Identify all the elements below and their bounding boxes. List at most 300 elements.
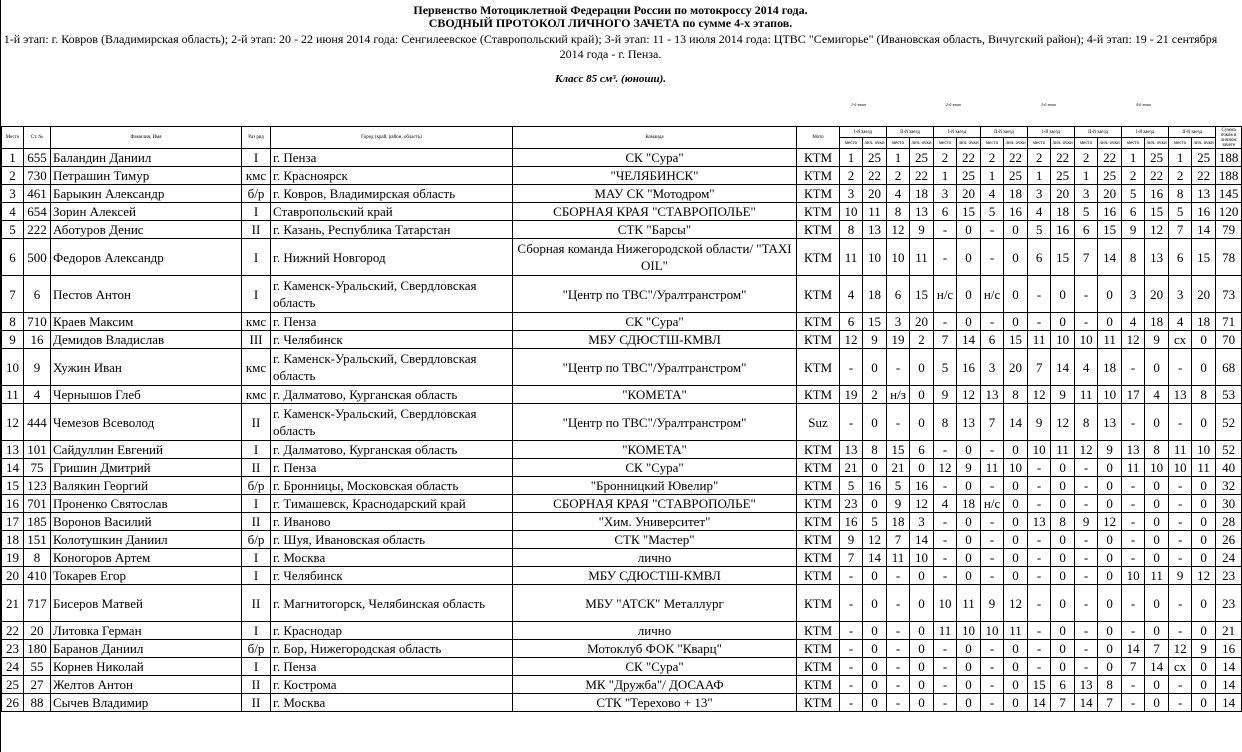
team-cell: "КОМЕТА"	[513, 386, 797, 404]
race-points-cell: 6	[910, 441, 934, 459]
stage-label-2: 2-й этап	[946, 102, 961, 107]
race-points-cell: 0	[957, 676, 981, 694]
number-cell: 730	[24, 167, 51, 185]
table-row	[2, 167, 1242, 185]
race-position-cell: 7	[981, 404, 1004, 441]
race-points-cell: 7	[1098, 694, 1122, 712]
col-stage3-race2-pos: место	[1075, 138, 1098, 149]
name-cell: Федоров Александр	[51, 239, 242, 276]
name-cell: Валякин Георгий	[51, 477, 242, 495]
col-stage1-race1: I-й заезд	[840, 127, 887, 138]
moto-cell: КТМ	[797, 459, 840, 477]
race-position-cell: -	[934, 676, 957, 694]
table-row	[2, 221, 1242, 239]
city-cell: г. Москва	[271, 549, 513, 567]
city-cell: г. Кострома	[271, 676, 513, 694]
place-cell: 7	[2, 276, 24, 313]
race-points-cell: 8	[1004, 386, 1028, 404]
col-stage1-race1-pts: лич. очки	[863, 138, 887, 149]
race-position-cell: 12	[1028, 386, 1051, 404]
race-points-cell: 0	[1098, 459, 1122, 477]
place-cell: 24	[2, 658, 24, 676]
table-row	[2, 694, 1242, 712]
race-points-cell: 9	[863, 331, 887, 349]
name-cell: Чернышов Глеб	[51, 386, 242, 404]
race-points-cell: 0	[1051, 585, 1075, 622]
col-stage4-race1-pts: лич. очки	[1145, 138, 1169, 149]
place-cell: 22	[2, 622, 24, 640]
race-position-cell: -	[887, 585, 910, 622]
race-position-cell: 19	[840, 386, 863, 404]
race-position-cell: 14	[1028, 694, 1051, 712]
race-points-cell: 18	[910, 185, 934, 203]
race-points-cell: 0	[957, 276, 981, 313]
table-row	[2, 531, 1242, 549]
name-cell: Токарев Егор	[51, 567, 242, 585]
team-cell: СБОРНАЯ КРАЯ "СТАВРОПОЛЬЕ"	[513, 203, 797, 221]
race-position-cell: сх	[1169, 331, 1192, 349]
race-position-cell: 1	[1122, 149, 1145, 167]
race-position-cell: 15	[1028, 676, 1051, 694]
race-points-cell: 0	[1098, 658, 1122, 676]
table-row	[2, 676, 1242, 694]
race-position-cell: сх	[1169, 658, 1192, 676]
race-position-cell: 6	[840, 313, 863, 331]
race-points-cell: 10	[1004, 459, 1028, 477]
col-stage4-race2-pos: место	[1169, 138, 1192, 149]
team-cell: СК "Сура"	[513, 459, 797, 477]
race-position-cell: н/с	[981, 495, 1004, 513]
race-points-cell: 2	[863, 386, 887, 404]
race-position-cell: -	[1028, 567, 1051, 585]
race-points-cell: 16	[1051, 221, 1075, 239]
race-points-cell: 0	[863, 658, 887, 676]
race-position-cell: 3	[1169, 276, 1192, 313]
race-points-cell: 11	[957, 585, 981, 622]
rank-cell: I	[242, 203, 271, 221]
race-points-cell: 0	[1004, 658, 1028, 676]
name-cell: Барыкин Александр	[51, 185, 242, 203]
team-cell: МБУ СДЮСТШ-КМВЛ	[513, 331, 797, 349]
race-points-cell: 20	[910, 313, 934, 331]
race-position-cell: -	[1122, 531, 1145, 549]
race-points-cell: 0	[957, 567, 981, 585]
number-cell: 6	[24, 276, 51, 313]
race-position-cell: 1	[934, 167, 957, 185]
race-position-cell: -	[840, 585, 863, 622]
race-points-cell: 11	[1098, 331, 1122, 349]
sum-cell: 14	[1216, 694, 1242, 712]
table-row	[2, 349, 1242, 386]
city-cell: г. Красноярск	[271, 167, 513, 185]
race-position-cell: -	[1075, 567, 1098, 585]
number-cell: 123	[24, 477, 51, 495]
city-cell: г. Бор, Нижегородская область	[271, 640, 513, 658]
race-position-cell: -	[1028, 531, 1051, 549]
city-cell: г. Тимашевск, Краснодарский край	[271, 495, 513, 513]
race-position-cell: 6	[934, 203, 957, 221]
rank-cell: II	[242, 513, 271, 531]
race-position-cell: -	[1169, 549, 1192, 567]
sum-cell: 70	[1216, 331, 1242, 349]
city-cell: г. Пенза	[271, 313, 513, 331]
name-cell: Аботуров Денис	[51, 221, 242, 239]
race-points-cell: 0	[1145, 549, 1169, 567]
race-position-cell: 10	[1169, 459, 1192, 477]
race-position-cell: 7	[1122, 658, 1145, 676]
race-position-cell: 17	[1122, 386, 1145, 404]
number-cell: 185	[24, 513, 51, 531]
race-points-cell: 15	[1145, 203, 1169, 221]
race-position-cell: 7	[1169, 221, 1192, 239]
team-cell: МБУ СДЮСТШ-КМВЛ	[513, 567, 797, 585]
race-position-cell: 3	[934, 185, 957, 203]
city-cell: г. Иваново	[271, 513, 513, 531]
race-position-cell: 2	[840, 167, 863, 185]
race-position-cell: -	[981, 477, 1004, 495]
race-position-cell: -	[840, 658, 863, 676]
place-cell: 20	[2, 567, 24, 585]
race-points-cell: 0	[1192, 694, 1216, 712]
rank-cell: кмс	[242, 349, 271, 386]
race-position-cell: -	[934, 531, 957, 549]
race-points-cell: 0	[1004, 676, 1028, 694]
race-position-cell: 6	[1075, 221, 1098, 239]
moto-cell: КТМ	[797, 441, 840, 459]
race-position-cell: -	[887, 694, 910, 712]
place-cell: 12	[2, 404, 24, 441]
race-position-cell: -	[981, 567, 1004, 585]
race-points-cell: 4	[1145, 386, 1169, 404]
place-cell: 9	[2, 331, 24, 349]
race-position-cell: -	[1028, 640, 1051, 658]
race-position-cell: 2	[887, 167, 910, 185]
race-position-cell: 11	[887, 549, 910, 567]
race-points-cell: 0	[1004, 513, 1028, 531]
race-points-cell: 0	[863, 622, 887, 640]
place-cell: 18	[2, 531, 24, 549]
race-points-cell: 9	[957, 459, 981, 477]
race-position-cell: 8	[1169, 185, 1192, 203]
team-cell: СК "Сура"	[513, 658, 797, 676]
race-position-cell: 10	[1028, 441, 1051, 459]
race-position-cell: 8	[1122, 239, 1145, 276]
race-points-cell: 0	[910, 585, 934, 622]
team-cell: лично	[513, 549, 797, 567]
race-points-cell: 13	[957, 404, 981, 441]
race-points-cell: 0	[1192, 549, 1216, 567]
race-points-cell: 0	[1004, 567, 1028, 585]
moto-cell: КТМ	[797, 694, 840, 712]
race-points-cell: 11	[863, 203, 887, 221]
race-points-cell: 0	[1098, 585, 1122, 622]
place-cell: 23	[2, 640, 24, 658]
race-position-cell: 8	[934, 404, 957, 441]
col-stage3-race1-pts: лич. очки	[1051, 138, 1075, 149]
race-points-cell: 11	[1145, 567, 1169, 585]
protocol-title: СВОДНЫЙ ПРОТОКОЛ ЛИЧНОГО ЗАЧЕТА по сумме 4-х этапов.	[428, 16, 793, 30]
race-position-cell: -	[1122, 694, 1145, 712]
race-points-cell: 0	[1145, 513, 1169, 531]
race-position-cell: -	[934, 549, 957, 567]
race-points-cell: 12	[863, 531, 887, 549]
race-points-cell: 22	[1051, 149, 1075, 167]
race-position-cell: 5	[934, 349, 957, 386]
race-points-cell: 14	[1145, 658, 1169, 676]
race-position-cell: 1	[1075, 167, 1098, 185]
race-points-cell: 12	[1145, 221, 1169, 239]
race-points-cell: 25	[1192, 149, 1216, 167]
race-points-cell: 16	[1192, 203, 1216, 221]
race-position-cell: 9	[1169, 567, 1192, 585]
race-position-cell: 4	[1028, 203, 1051, 221]
place-cell: 8	[2, 313, 24, 331]
rank-cell: II	[242, 694, 271, 712]
race-position-cell: 14	[1075, 694, 1098, 712]
city-cell: г. Казань, Республика Татарстан	[271, 221, 513, 239]
name-cell: Хужин Иван	[51, 349, 242, 386]
race-position-cell: -	[1122, 585, 1145, 622]
race-points-cell: 0	[1004, 531, 1028, 549]
race-position-cell: -	[887, 622, 910, 640]
race-position-cell: -	[887, 567, 910, 585]
race-position-cell: -	[1169, 622, 1192, 640]
race-points-cell: 20	[1051, 185, 1075, 203]
race-position-cell: -	[840, 567, 863, 585]
race-position-cell: -	[1075, 658, 1098, 676]
moto-cell: КТМ	[797, 531, 840, 549]
race-points-cell: 14	[1004, 404, 1028, 441]
sum-cell: 145	[1216, 185, 1242, 203]
race-position-cell: 5	[1122, 185, 1145, 203]
race-points-cell: 25	[863, 149, 887, 167]
col-stage2-race1-pts: лич. очки	[957, 138, 981, 149]
race-position-cell: 6	[981, 331, 1004, 349]
race-position-cell: -	[1169, 694, 1192, 712]
race-position-cell: 2	[981, 149, 1004, 167]
number-cell: 701	[24, 495, 51, 513]
moto-cell: КТМ	[797, 549, 840, 567]
race-points-cell: 0	[1145, 676, 1169, 694]
race-points-cell: 22	[863, 167, 887, 185]
race-points-cell: 20	[863, 185, 887, 203]
race-position-cell: -	[1122, 549, 1145, 567]
race-points-cell: 15	[1004, 331, 1028, 349]
city-cell: г. Далматово, Курганская область	[271, 441, 513, 459]
sum-cell: 52	[1216, 404, 1242, 441]
race-position-cell: -	[981, 441, 1004, 459]
sum-cell: 14	[1216, 676, 1242, 694]
team-cell: СТК "Терехово + 13"	[513, 694, 797, 712]
table-row	[2, 549, 1242, 567]
sum-cell: 71	[1216, 313, 1242, 331]
city-cell: г. Магнитогорск, Челябинская область	[271, 585, 513, 622]
race-points-cell: 15	[1051, 239, 1075, 276]
race-position-cell: -	[1028, 585, 1051, 622]
race-points-cell: 9	[1145, 331, 1169, 349]
race-position-cell: 21	[887, 459, 910, 477]
moto-cell: КТМ	[797, 167, 840, 185]
race-points-cell: 15	[1098, 221, 1122, 239]
race-position-cell: 19	[887, 331, 910, 349]
rank-cell: I	[242, 441, 271, 459]
race-points-cell: 18	[1004, 185, 1028, 203]
sum-cell: 21	[1216, 622, 1242, 640]
race-points-cell: 0	[1098, 567, 1122, 585]
team-cell: Сборная команда Нижегородской области/ "TAXI OIL"	[513, 239, 797, 276]
race-points-cell: 0	[957, 441, 981, 459]
race-position-cell: -	[981, 313, 1004, 331]
name-cell: Демидов Владислав	[51, 331, 242, 349]
race-position-cell: -	[1028, 477, 1051, 495]
stage-label-1: 1-й этап	[851, 102, 866, 107]
race-points-cell: 8	[1051, 513, 1075, 531]
moto-cell: КТМ	[797, 221, 840, 239]
name-cell: Гришин Дмитрий	[51, 459, 242, 477]
race-points-cell: 0	[1145, 622, 1169, 640]
col-stage4-race1: I-й заезд	[1122, 127, 1169, 138]
name-cell: Баландин Даниил	[51, 149, 242, 167]
race-points-cell: 0	[863, 495, 887, 513]
stage-label-3: 3-й этап	[1041, 102, 1056, 107]
race-position-cell: 12	[1169, 640, 1192, 658]
race-points-cell: 11	[1192, 459, 1216, 477]
race-position-cell: 13	[981, 386, 1004, 404]
race-points-cell: 0	[957, 694, 981, 712]
race-points-cell: 13	[1192, 185, 1216, 203]
race-position-cell: 4	[887, 185, 910, 203]
race-points-cell: 0	[1004, 477, 1028, 495]
race-points-cell: 11	[1004, 622, 1028, 640]
team-cell: Мотоклуб ФОК "Кварц"	[513, 640, 797, 658]
race-position-cell: 5	[1028, 221, 1051, 239]
place-cell: 26	[2, 694, 24, 712]
race-position-cell: 11	[1122, 459, 1145, 477]
race-points-cell: 20	[1192, 276, 1216, 313]
race-points-cell: 0	[1145, 694, 1169, 712]
moto-cell: КТМ	[797, 513, 840, 531]
race-points-cell: 0	[1192, 585, 1216, 622]
race-position-cell: -	[981, 531, 1004, 549]
race-points-cell: 18	[957, 495, 981, 513]
col-city: Город (край, район, область)	[271, 127, 513, 149]
number-cell: 151	[24, 531, 51, 549]
race-points-cell: 20	[1004, 349, 1028, 386]
race-points-cell: 0	[1051, 477, 1075, 495]
team-cell: "Центр по ТВС"/Уралтранстром"	[513, 276, 797, 313]
moto-cell: КТМ	[797, 585, 840, 622]
sum-cell: 23	[1216, 567, 1242, 585]
team-cell: "Хим. Университет"	[513, 513, 797, 531]
race-position-cell: 5	[887, 477, 910, 495]
race-position-cell: -	[981, 239, 1004, 276]
number-cell: 410	[24, 567, 51, 585]
table-row	[2, 513, 1242, 531]
race-points-cell: 25	[957, 167, 981, 185]
race-points-cell: 25	[1098, 167, 1122, 185]
race-points-cell: 0	[1145, 477, 1169, 495]
name-cell: Коногоров Артем	[51, 549, 242, 567]
race-points-cell: 0	[1098, 622, 1122, 640]
race-points-cell: 0	[1004, 694, 1028, 712]
race-position-cell: 9	[1028, 404, 1051, 441]
rank-cell: II	[242, 459, 271, 477]
race-points-cell: 0	[1192, 658, 1216, 676]
race-position-cell: -	[887, 349, 910, 386]
race-points-cell: 0	[910, 640, 934, 658]
race-points-cell: 0	[957, 221, 981, 239]
race-points-cell: 16	[1004, 203, 1028, 221]
race-position-cell: н/с	[934, 276, 957, 313]
race-position-cell: 5	[1169, 203, 1192, 221]
col-stage3-race2: II-й заезд	[1075, 127, 1122, 138]
place-cell: 5	[2, 221, 24, 239]
race-position-cell: -	[1028, 313, 1051, 331]
race-position-cell: -	[1169, 495, 1192, 513]
race-position-cell: 8	[840, 221, 863, 239]
name-cell: Сайдуллин Евгений	[51, 441, 242, 459]
race-points-cell: 12	[1004, 585, 1028, 622]
place-cell: 17	[2, 513, 24, 531]
race-points-cell: 0	[1004, 549, 1028, 567]
race-position-cell: 3	[887, 313, 910, 331]
race-points-cell: 7	[1051, 694, 1075, 712]
number-cell: 101	[24, 441, 51, 459]
race-points-cell: 0	[1051, 622, 1075, 640]
race-points-cell: 14	[957, 331, 981, 349]
race-points-cell: 0	[863, 567, 887, 585]
col-stage3-race1: I-й заезд	[1028, 127, 1075, 138]
number-cell: 8	[24, 549, 51, 567]
race-position-cell: -	[1169, 513, 1192, 531]
race-points-cell: 0	[1051, 459, 1075, 477]
race-position-cell: -	[1075, 622, 1098, 640]
sum-cell: 188	[1216, 149, 1242, 167]
number-cell: 88	[24, 694, 51, 712]
table-row	[2, 239, 1242, 276]
race-points-cell: 0	[910, 676, 934, 694]
race-position-cell: -	[887, 640, 910, 658]
race-points-cell: 0	[957, 513, 981, 531]
race-position-cell: -	[1169, 585, 1192, 622]
table-row	[2, 149, 1242, 167]
race-position-cell: 1	[981, 167, 1004, 185]
race-position-cell: 6	[1122, 203, 1145, 221]
race-position-cell: 13	[1169, 386, 1192, 404]
moto-cell: КТМ	[797, 658, 840, 676]
table-row	[2, 459, 1242, 477]
race-points-cell: 13	[1145, 239, 1169, 276]
race-position-cell: 11	[934, 622, 957, 640]
team-cell: "Бронницкий Ювелир"	[513, 477, 797, 495]
team-cell: СБОРНАЯ КРАЯ "СТАВРОПОЛЬЕ"	[513, 495, 797, 513]
race-points-cell: 0	[863, 694, 887, 712]
race-points-cell: 0	[957, 531, 981, 549]
race-position-cell: 6	[1028, 239, 1051, 276]
table-row	[2, 567, 1242, 585]
race-points-cell: 0	[1145, 585, 1169, 622]
race-points-cell: 13	[863, 221, 887, 239]
col-name: Фамилия, Имя	[51, 127, 242, 149]
race-position-cell: 13	[1075, 676, 1098, 694]
place-cell: 21	[2, 585, 24, 622]
name-cell: Зорин Алексей	[51, 203, 242, 221]
city-cell: г. Ковров, Владимирская область	[271, 185, 513, 203]
race-points-cell: 7	[1145, 640, 1169, 658]
sum-cell: 188	[1216, 167, 1242, 185]
race-position-cell: -	[934, 640, 957, 658]
city-cell: г. Каменск-Уральский, Свердловская область	[271, 349, 513, 386]
